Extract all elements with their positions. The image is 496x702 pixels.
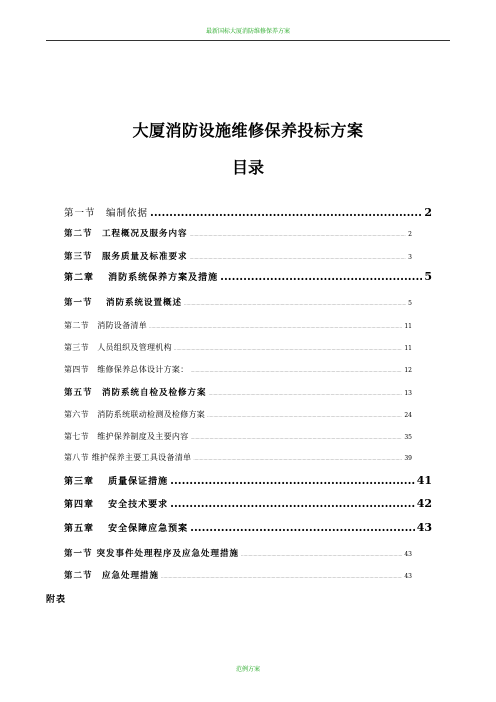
toc-entry-page: 5: [424, 270, 432, 283]
toc-entry[interactable]: [64, 431, 412, 442]
toc-entry-label: 第二节 工程概况及服务内容: [64, 229, 188, 239]
toc-entry-page: 12: [404, 367, 412, 374]
toc-leader: [161, 574, 402, 579]
toc-entry-label: 第三节 人员组织及管理机构: [64, 343, 172, 352]
toc-leader: [170, 497, 415, 510]
toc-entry-page: 3: [408, 254, 412, 261]
toc-entry-page: 24: [404, 412, 412, 419]
toc-leader: [184, 301, 406, 306]
toc-entry-page: 39: [404, 455, 412, 462]
toc-leader: [190, 521, 415, 534]
toc-entry-label: 第一节 突发事件处理程序及应急处理措施: [64, 549, 239, 559]
toc-entry[interactable]: [64, 320, 412, 331]
toc-entry-page: 41: [416, 474, 432, 487]
toc-entry-page: 13: [404, 390, 412, 397]
toc-entry[interactable]: [64, 452, 412, 463]
toc-entry[interactable]: [64, 409, 412, 420]
toc-entry-page: 2: [408, 231, 412, 238]
toc-entry-label: 第一节 编制依据: [64, 208, 149, 219]
document-title: 大厦消防设施维修保养投标方案: [132, 121, 364, 140]
toc-leader: [149, 324, 402, 329]
toc-entry-page: 43: [404, 551, 412, 558]
toc-entry-page: 43: [404, 573, 412, 580]
toc-entry[interactable]: [64, 296, 412, 308]
toc-entry[interactable]: [64, 474, 432, 487]
footer-text: 范例方案: [235, 666, 260, 673]
toc-entry-label: 第二章 消防系统保养方案及措施: [64, 273, 219, 283]
toc-leader: [207, 413, 402, 418]
toc-entry-label: 第六节 消防系统联动检测及检修方案: [64, 410, 206, 419]
toc-entry-page: 11: [404, 323, 412, 330]
toc-entry-label: 第五节 消防系统自检及检修方案: [64, 388, 207, 398]
toc-entry-page: 43: [416, 521, 432, 534]
appendix-label: 附表: [46, 595, 67, 605]
toc-leader: [209, 391, 403, 396]
toc-entry[interactable]: [64, 270, 432, 283]
toc-entry-page: 5: [408, 300, 412, 307]
toc-entry[interactable]: [64, 342, 412, 353]
toc-entry-page: 11: [404, 345, 412, 352]
toc-entry-label: 第二节 应急处理措施: [64, 571, 160, 581]
toc-heading: 目录: [231, 158, 264, 177]
toc-entry-label: 第七节 维护保养制度及主要内容: [64, 432, 189, 441]
header-text: 最新国标大厦消防维修保养方案: [205, 28, 290, 35]
toc-entry-label: 第一节 消防系统设置概述: [64, 298, 182, 308]
toc-entry-label: 第八节 维护保养主要工具设备清单: [64, 453, 192, 462]
toc-entry[interactable]: [64, 227, 412, 239]
toc-entry-label: 第三章 质量保证措施: [64, 477, 169, 487]
toc-entry[interactable]: [64, 205, 432, 219]
toc-entry[interactable]: [64, 497, 432, 510]
toc-leader: [170, 474, 415, 487]
toc-entry-page: 42: [416, 497, 432, 510]
toc-entry-label: 第二节 消防设备清单: [64, 321, 147, 330]
toc-entry-label: 第五章 安全保障应急预案: [64, 524, 189, 534]
toc-leader: [191, 435, 403, 440]
toc-leader: [241, 552, 402, 557]
toc-entry-label: 第三节 服务质量及标准要求: [64, 252, 188, 262]
toc-leader: [193, 456, 402, 461]
toc-entry-label: 第四节 维修保养总体设计方案：: [64, 365, 189, 374]
toc-entry[interactable]: [64, 364, 412, 375]
toc-leader: [190, 255, 407, 260]
toc-entry[interactable]: [64, 386, 412, 398]
toc-entry-label: 第四章 安全技术要求: [64, 500, 169, 510]
toc-leader: [150, 206, 422, 219]
toc-leader: [174, 346, 402, 351]
toc-entry[interactable]: [64, 521, 432, 534]
toc-leader: [191, 368, 403, 373]
toc-leader: [220, 270, 422, 283]
toc-entry-page: 35: [404, 434, 412, 441]
toc-entry-page: 2: [424, 206, 432, 219]
toc-leader: [190, 232, 407, 237]
toc-entry[interactable]: [64, 250, 412, 262]
toc-entry[interactable]: [64, 547, 412, 559]
toc-entry[interactable]: [64, 569, 412, 581]
